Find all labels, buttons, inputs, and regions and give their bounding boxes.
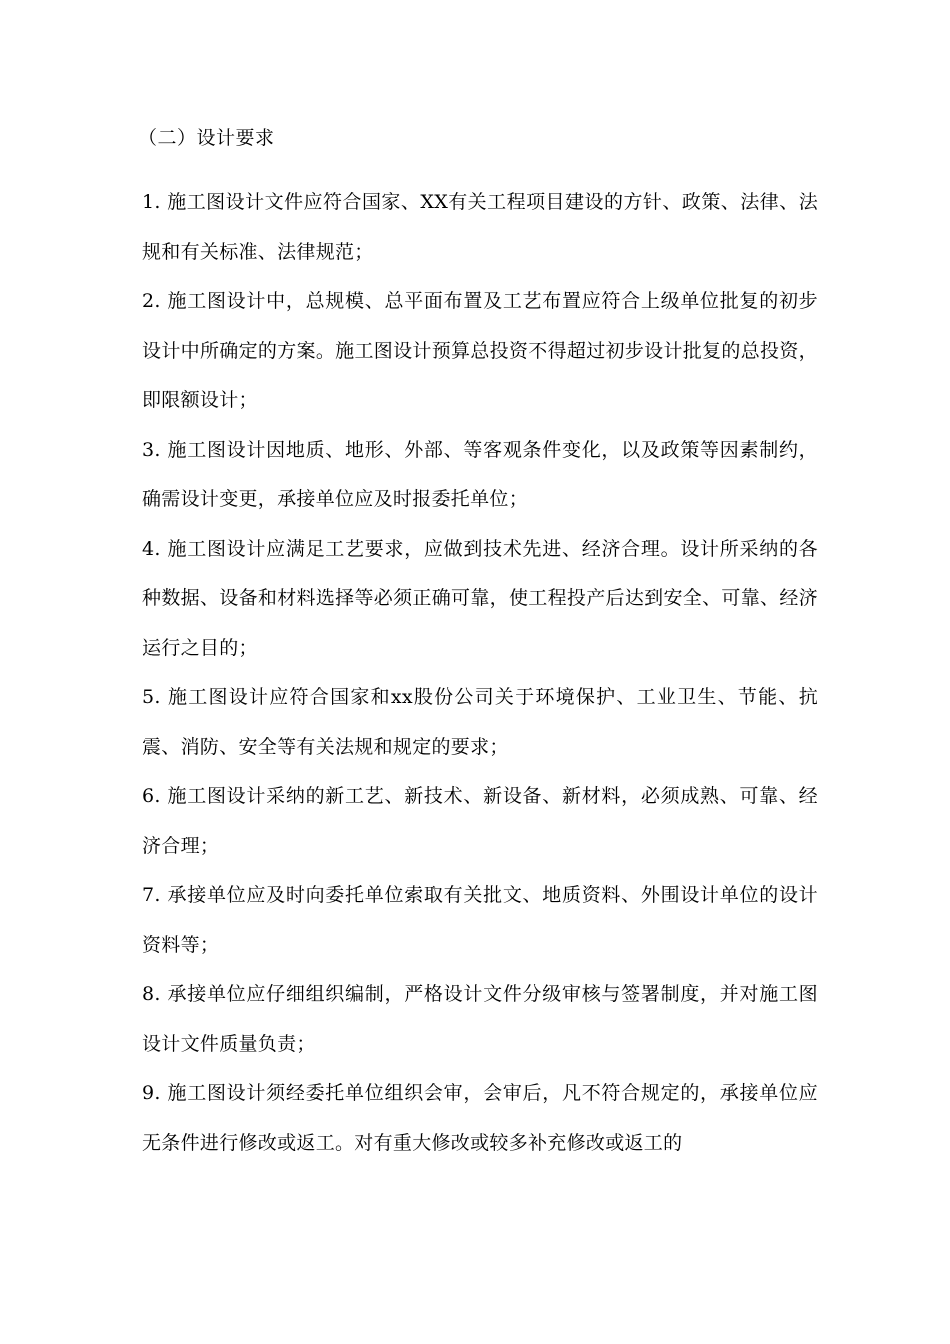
requirement-item-1: 1. 施工图设计文件应符合国家、XX有关工程项目建设的方针、政策、法律、法规和有关标准、法律规范； xyxy=(142,191,818,263)
section-heading: （二）设计要求 xyxy=(138,127,275,149)
requirement-item-4: 4. 施工图设计应满足工艺要求，应做到技术先进、经济合理。设计所采纳的各种数据、设备和材料选择等必须正确可靠，使工程投产后达到安全、可靠、经济运行之目的； xyxy=(142,537,818,659)
requirements-list xyxy=(142,178,818,1168)
requirement-item-5: 5. 施工图设计应符合国家和xx股份公司关于环境保护、工业卫生、节能、抗震、消防、安全等有关法规和规定的要求； xyxy=(142,686,818,758)
requirement-item-3: 3. 施工图设计因地质、地形、外部、等客观条件变化，以及政策等因素制约，确需设计变更，承接单位应及时报委托单位； xyxy=(142,438,818,510)
requirement-item-8: 8. 承接单位应仔细组织编制，严格设计文件分级审核与签署制度，并对施工图设计文件质量负责； xyxy=(142,983,818,1055)
requirement-item-2: 2. 施工图设计中，总规模、总平面布置及工艺布置应符合上级单位批复的初步设计中所确定的方案。施工图设计预算总投资不得超过初步设计批复的总投资，即限额设计； xyxy=(142,290,818,411)
requirement-item-6: 6. 施工图设计采纳的新工艺、新技术、新设备、新材料，必须成熟、可靠、经济合理； xyxy=(142,785,818,857)
requirement-item-9: 9. 施工图设计须经委托单位组织会审，会审后，凡不符合规定的，承接单位应无条件进行修改或返工。对有重大修改或较多补充修改或返工的 xyxy=(142,1082,818,1154)
requirement-item-7: 7. 承接单位应及时向委托单位索取有关批文、地质资料、外围设计单位的设计资料等； xyxy=(142,884,818,956)
